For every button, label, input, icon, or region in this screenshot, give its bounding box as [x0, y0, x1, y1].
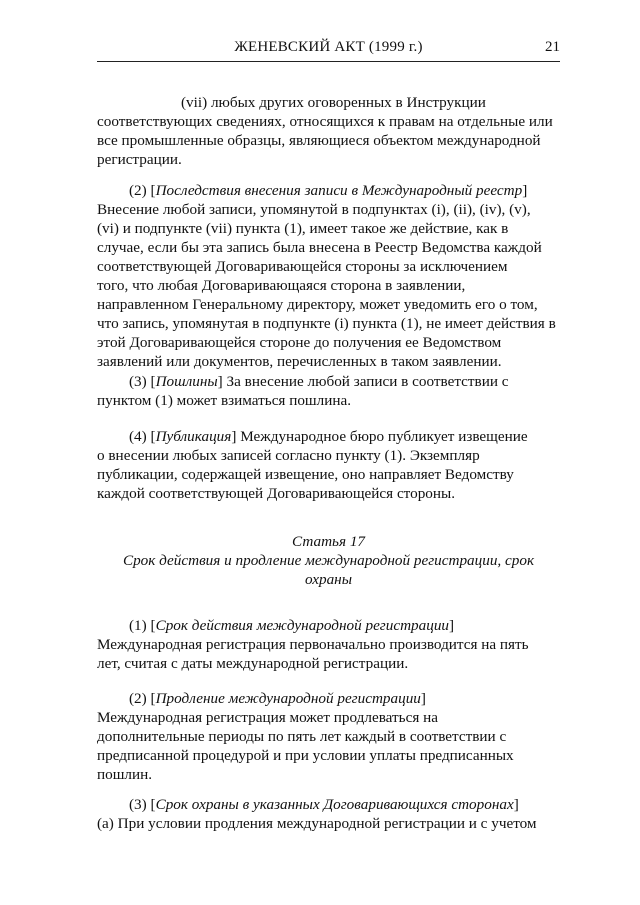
paragraph-number: (2) [ — [129, 182, 156, 199]
paragraph-number: (3) [ — [129, 796, 156, 813]
text-line: соответствующих сведениях, относящихся к правам на отдельные или — [97, 113, 553, 130]
text-line: соответствующей Договаривающейся стороны за исключением — [97, 258, 508, 275]
paragraph-3 — [97, 372, 560, 410]
paragraph-title: Публикация — [155, 428, 232, 445]
paragraph-heading — [97, 689, 560, 708]
paragraph-title: Срок охраны в указанных Договаривающихся сторонах — [155, 796, 514, 813]
text-line: случае, если бы эта запись была внесена в Реестр Ведомства каждой — [97, 239, 542, 256]
paragraph-title: Срок действия международной регистрации — [155, 617, 450, 634]
bracket-close: ] — [449, 617, 455, 634]
article-paragraph-1 — [97, 616, 560, 673]
article-subtitle: охраны — [304, 571, 353, 588]
running-header — [97, 39, 560, 62]
text-line: заявлений или документов, перечисленных в таком заявлении. — [97, 353, 502, 370]
paragraph-heading — [97, 372, 560, 391]
paragraph-heading — [97, 427, 560, 446]
article-subtitle: Срок действия и продление международной регистрации, срок — [122, 552, 535, 569]
paragraph-number: (4) [ — [129, 428, 156, 445]
text-line: этой Договаривающейся стороне до получения ее Ведомством — [97, 334, 502, 351]
article-heading: Статья 17 — [291, 533, 366, 550]
text-line: лет, считая с даты международной регистрации. — [97, 655, 409, 672]
item-vii — [97, 93, 560, 169]
bracket-close: ] — [231, 428, 237, 445]
text-fragment: Международное бюро публикует извещение — [236, 428, 528, 445]
text-line: Внесение любой записи, упомянутой в подпунктах (i), (ii), (iv), (v), — [97, 201, 531, 218]
article-heading-block — [97, 532, 560, 589]
text-line: о внесении любых записей согласно пункту (1). Экземпляр — [97, 447, 480, 464]
paragraph-heading — [97, 795, 560, 814]
paragraph-number: (3) [ — [129, 373, 156, 390]
bracket-close: ] — [522, 182, 528, 199]
header-title: ЖЕНЕВСКИЙ АКТ (1999 г.) — [234, 39, 423, 55]
text-line: пошлин. — [97, 766, 153, 783]
paragraph-number: (1) [ — [129, 617, 156, 634]
text-line: каждой соответствующей Договаривающейся стороны. — [97, 485, 456, 502]
bracket-close: ] — [217, 373, 223, 390]
text-line: дополнительные периоды по пять лет каждый в соответствии с — [97, 728, 507, 745]
text-line: регистрации. — [97, 151, 182, 168]
paragraph-2 — [97, 181, 560, 371]
paragraph-number: (2) [ — [129, 690, 156, 707]
text-line: все промышленные образцы, являющиеся объектом международной — [97, 132, 541, 149]
text-line: того, что любая Договаривающаяся сторона в заявлении, — [97, 277, 466, 294]
text-line: (vii) любых других оговоренных в Инструкции — [181, 94, 486, 111]
paragraph-title: Продление международной регистрации — [155, 690, 421, 707]
text-line: (а) При условии продления международной регистрации и с учетом — [97, 815, 537, 832]
text-line: что запись, упомянутая в подпункте (i) пункта (1), не имеет действия в — [97, 315, 556, 332]
paragraph-4 — [97, 427, 560, 503]
text-line: (vi) и подпункте (vii) пункта (1), имеет такое же действие, как в — [97, 220, 509, 237]
text-line: Международная регистрация может продлеваться на — [97, 709, 438, 726]
text-line: Международная регистрация первоначально производится на пять — [97, 636, 529, 653]
paragraph-title: Пошлины — [155, 373, 218, 390]
paragraph-title: Последствия внесения записи в Международный реестр — [155, 182, 523, 199]
bracket-close: ] — [513, 796, 519, 813]
text-line: направленном Генеральному директору, может уведомить его о том, — [97, 296, 538, 313]
article-paragraph-2 — [97, 689, 560, 784]
text-line: предписанной процедурой и при условии уплаты предписанных — [97, 747, 514, 764]
paragraph-heading — [97, 616, 560, 635]
text-line: пунктом (1) может взиматься пошлина. — [97, 392, 352, 409]
article-paragraph-3 — [97, 795, 560, 833]
bracket-close: ] — [420, 690, 426, 707]
page-number: 21 — [545, 39, 560, 55]
paragraph-heading — [97, 181, 560, 200]
text-line: публикации, содержащей извещение, оно направляет Ведомству — [97, 466, 514, 483]
text-fragment: За внесение любой записи в соответствии с — [222, 373, 509, 390]
